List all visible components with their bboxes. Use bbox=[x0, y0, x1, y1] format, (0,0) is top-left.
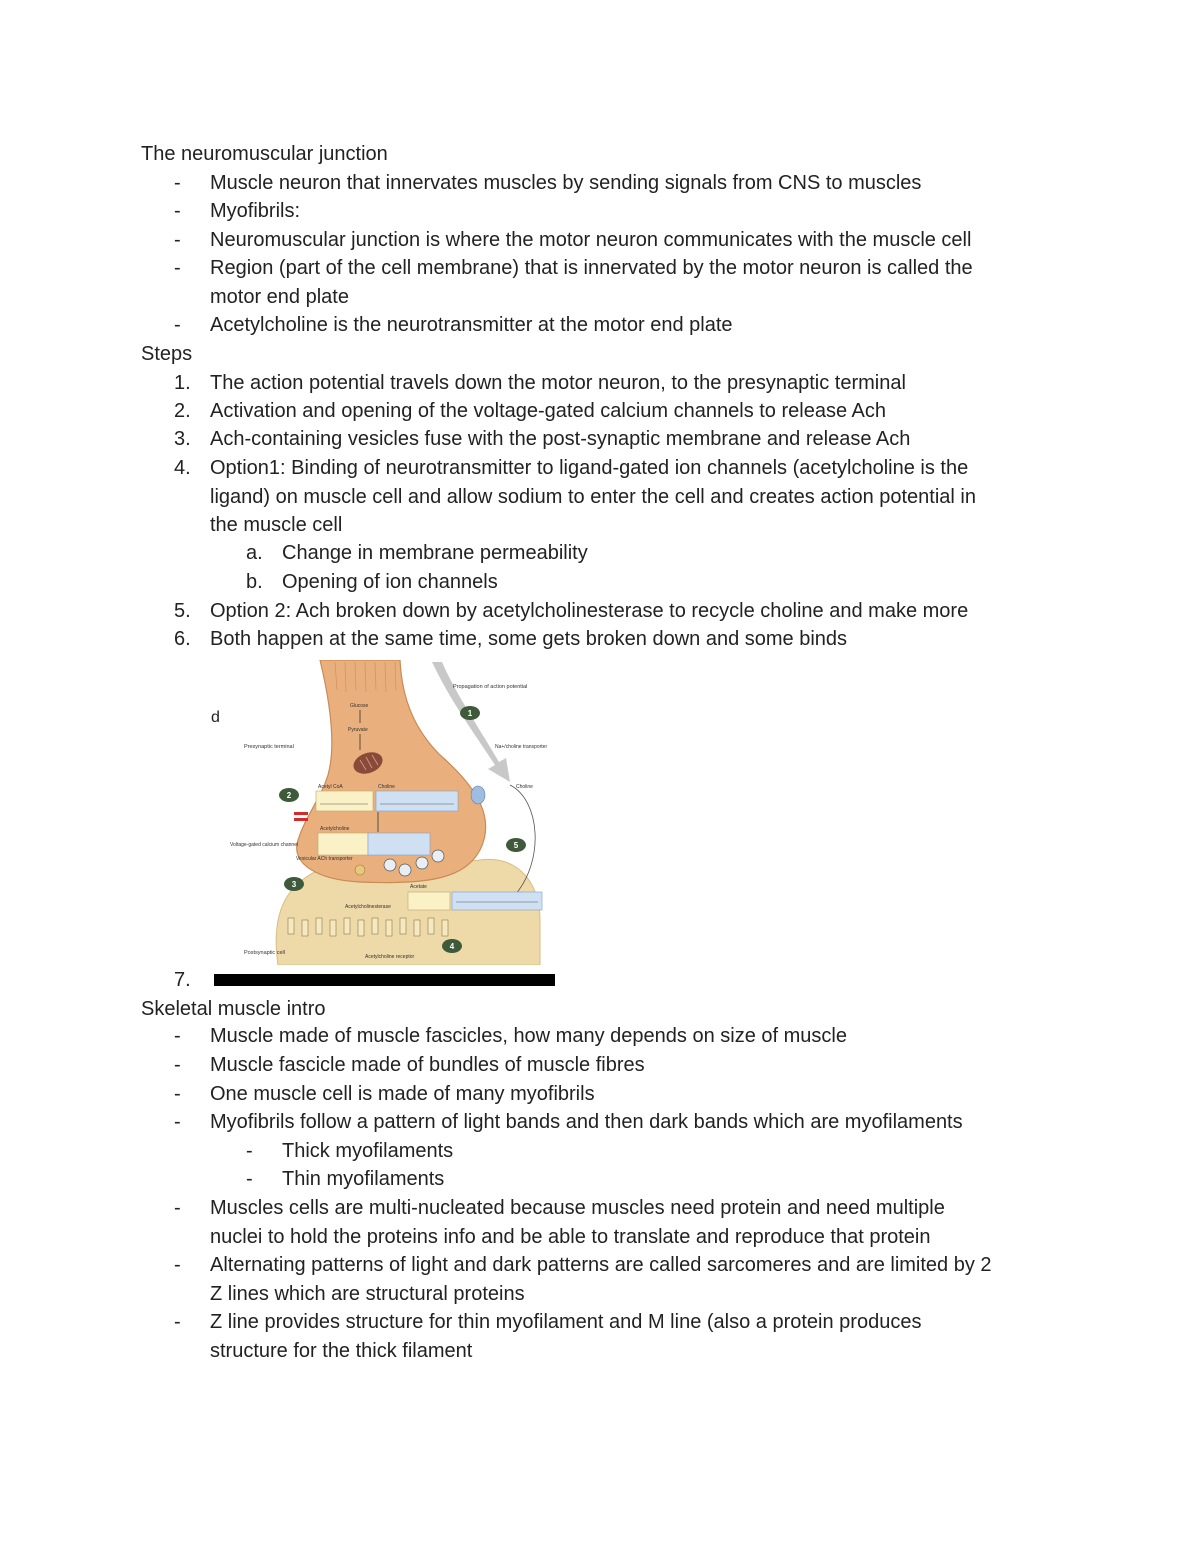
label-glucose: Glucose bbox=[350, 703, 369, 709]
svg-text:3: 3 bbox=[291, 880, 297, 889]
label-pyruvate: Pyruvate bbox=[348, 727, 368, 733]
label-voltage-gated: Voltage-gated calcium channel bbox=[230, 842, 299, 848]
stray-character: d bbox=[211, 709, 220, 726]
svg-text:4: 4 bbox=[449, 942, 455, 951]
heading-skeletal-muscle-intro: Skeletal muscle intro bbox=[141, 998, 326, 1020]
svg-text:5: 5 bbox=[513, 841, 519, 850]
label-vesicular: Vesicular ACh transporter bbox=[296, 856, 353, 862]
label-postsynaptic: Postsynaptic cell bbox=[244, 950, 285, 956]
label-na-choline-transporter: Na+/choline transporter bbox=[495, 744, 548, 750]
heading-neuromuscular-junction: The neuromuscular junction bbox=[141, 143, 388, 165]
badge-5 bbox=[506, 838, 526, 852]
label-acetylcholine: Acetylcholine bbox=[320, 826, 350, 832]
label-acetate: Acetate bbox=[410, 884, 427, 890]
neuromuscular-junction-figure bbox=[210, 660, 550, 965]
choline-post-box bbox=[452, 892, 542, 910]
badge-2 bbox=[279, 788, 299, 802]
choline-box bbox=[376, 791, 458, 811]
label-acetyl-coa: Acetyl CoA bbox=[318, 784, 343, 790]
calcium-channel-icon bbox=[294, 812, 308, 821]
label-propagation: Propagation of action potential bbox=[453, 684, 528, 690]
acetylcholine-box-right bbox=[368, 833, 430, 855]
na-choline-transporter bbox=[471, 786, 485, 804]
label-ach-receptor: Acetylcholine receptor bbox=[365, 954, 415, 960]
svg-text:2: 2 bbox=[286, 791, 292, 800]
label-choline-box: Choline bbox=[378, 784, 395, 790]
acetyl-coa-box bbox=[316, 791, 373, 811]
redaction-bar bbox=[214, 974, 555, 986]
badge-1 bbox=[460, 706, 480, 720]
badge-3 bbox=[284, 877, 304, 891]
label-choline-right: Choline bbox=[516, 784, 533, 790]
acetate-box bbox=[408, 892, 450, 910]
acetylcholine-box-left bbox=[318, 833, 368, 855]
label-acetylcholinesterase: Acetylcholinesterase bbox=[345, 904, 391, 910]
heading-steps: Steps bbox=[141, 343, 193, 365]
document-page: The neuromuscular junction - Muscle neuron that innervates muscles by sending signals from CNS to muscles - Myofibrils: - Neuromuscular junction is where the motor neuron communicates with the muscle cell - Region (part of the cell membrane) that is innervated by the motor neuron is called the motor end plate - Acetylcholine is the neurotransmitter at the motor end plate Steps 1. The action potential travels down the motor neuron, to the presynaptic terminal 2. Activation and opening of the voltage-gated calcium channels to release Ach 3. Ach-containing vesicles fuse with the post-synaptic membrane and release Ach 4. Option1: Binding of neurotransmitter to ligand-gated ion channels (acetylcholine is the ligand) on muscle cell and allow sodium to enter the cell and creates action potential in the muscle cell a. Change in membrane permeability b. Opening of ion channels 5. Option 2: Ach broken down by acetylcholinesterase to recycle choline and make more 6. Both happen at the same time, some gets broken down and some binds d Glucose Pyruvate Acetyl CoA Choline Acetylcholine Na+/choline transporter Choline Acetylcholinesterase Acetate Propagation of action potential Presynaptic terminal Voltage-gated calcium channel Vesicular ACh transporter Postsynaptic cell Acetylcholine receptor 1 2 3 4 5 7. Skeletal muscle intro - Muscle made of muscle fascicles, how many depends on size of muscle - Muscle fascicle made of bundles of muscle fibres - One muscle cell is made of many myofibrils - Myofibrils follow a pattern of light bands and then dark bands which are myofilaments - Thick myofilaments - Thin myofilaments - Muscles cells are multi-nucleated because muscles need protein and need multiple nuclei to hold the proteins info and be able to translate and reproduce that protein - Alternating patterns of light and dark patterns are called sarcomeres and are limited by 2 Z lines which are structural proteins - Z line provides structure for thin myofilament and M line (also a protein produces structure for the thick filament bbox=[0, 0, 1200, 1553]
badge-4 bbox=[442, 939, 462, 953]
svg-text:1: 1 bbox=[467, 709, 473, 718]
label-presynaptic: Presynaptic terminal bbox=[244, 744, 294, 750]
